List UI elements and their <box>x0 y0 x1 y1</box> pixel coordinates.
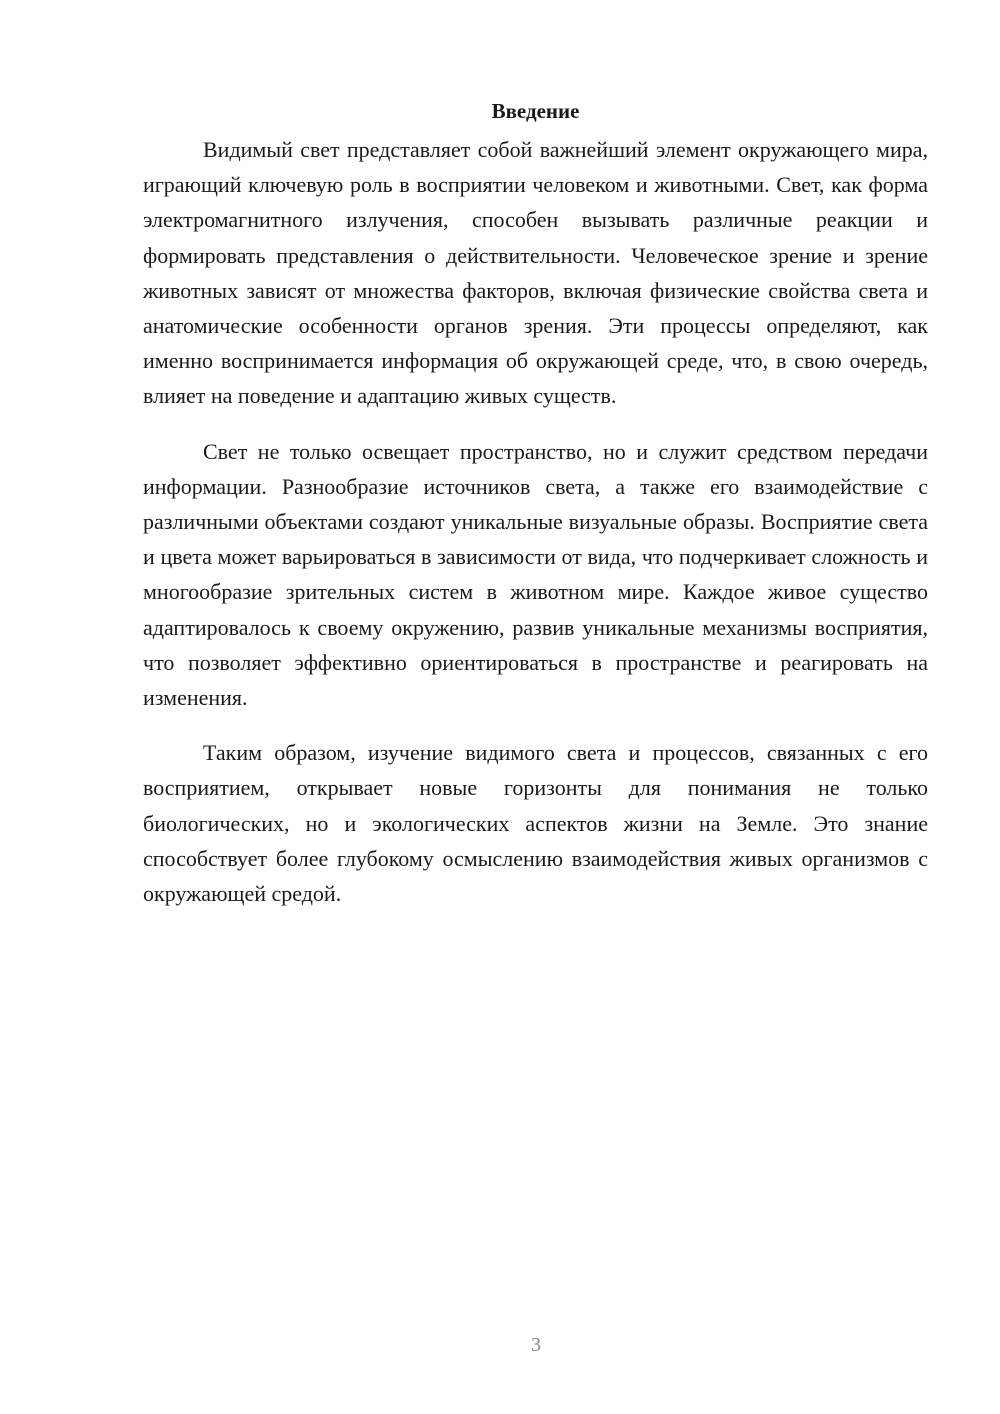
section-heading: Введение <box>491 99 580 123</box>
page-number: 3 <box>531 1334 541 1356</box>
page-content <box>143 96 928 931</box>
paragraph-3: Таким образом, изучение видимого света и процессов, связанных с его восприятием, открывает новые горизонты для понимания не только биологических, но и экологических аспектов жизни на Земле. Это знание способствует более глубокому осмыслению взаимодействия живых организмов с окружающей средой. <box>143 740 928 907</box>
paragraph-1: Видимый свет представляет собой важнейший элемент окружающего мира, играющий ключевую роль в восприятии человеком и животными. Свет, как форма электромагнитного излучения, способен вызывать различные реакции и формировать представления о действительности. Человеческое зрение и зрение животных зависят от множества факторов, включая физические свойства света и анатомические особенности органов зрения. Эти процессы определяют, как именно воспринимается информация об окружающей среде, что, в свою очередь, влияет на поведение и адаптацию живых существ. <box>143 137 928 409</box>
paragraph-2: Свет не только освещает пространство, но и служит средством передачи информации. Разнообразие источников света, а также его взаимодействие с различными объектами создают уникальные визуальные образы. Восприятие света и цвета может варьироваться в зависимости от вида, что подчеркивает сложность и многообразие зрительных систем в животном мире. Каждое живое существо адаптировалось к своему окружению, развив уникальные механизмы восприятия, что позволяет эффективно ориентироваться в пространстве и реагировать на изменения. <box>143 438 928 711</box>
